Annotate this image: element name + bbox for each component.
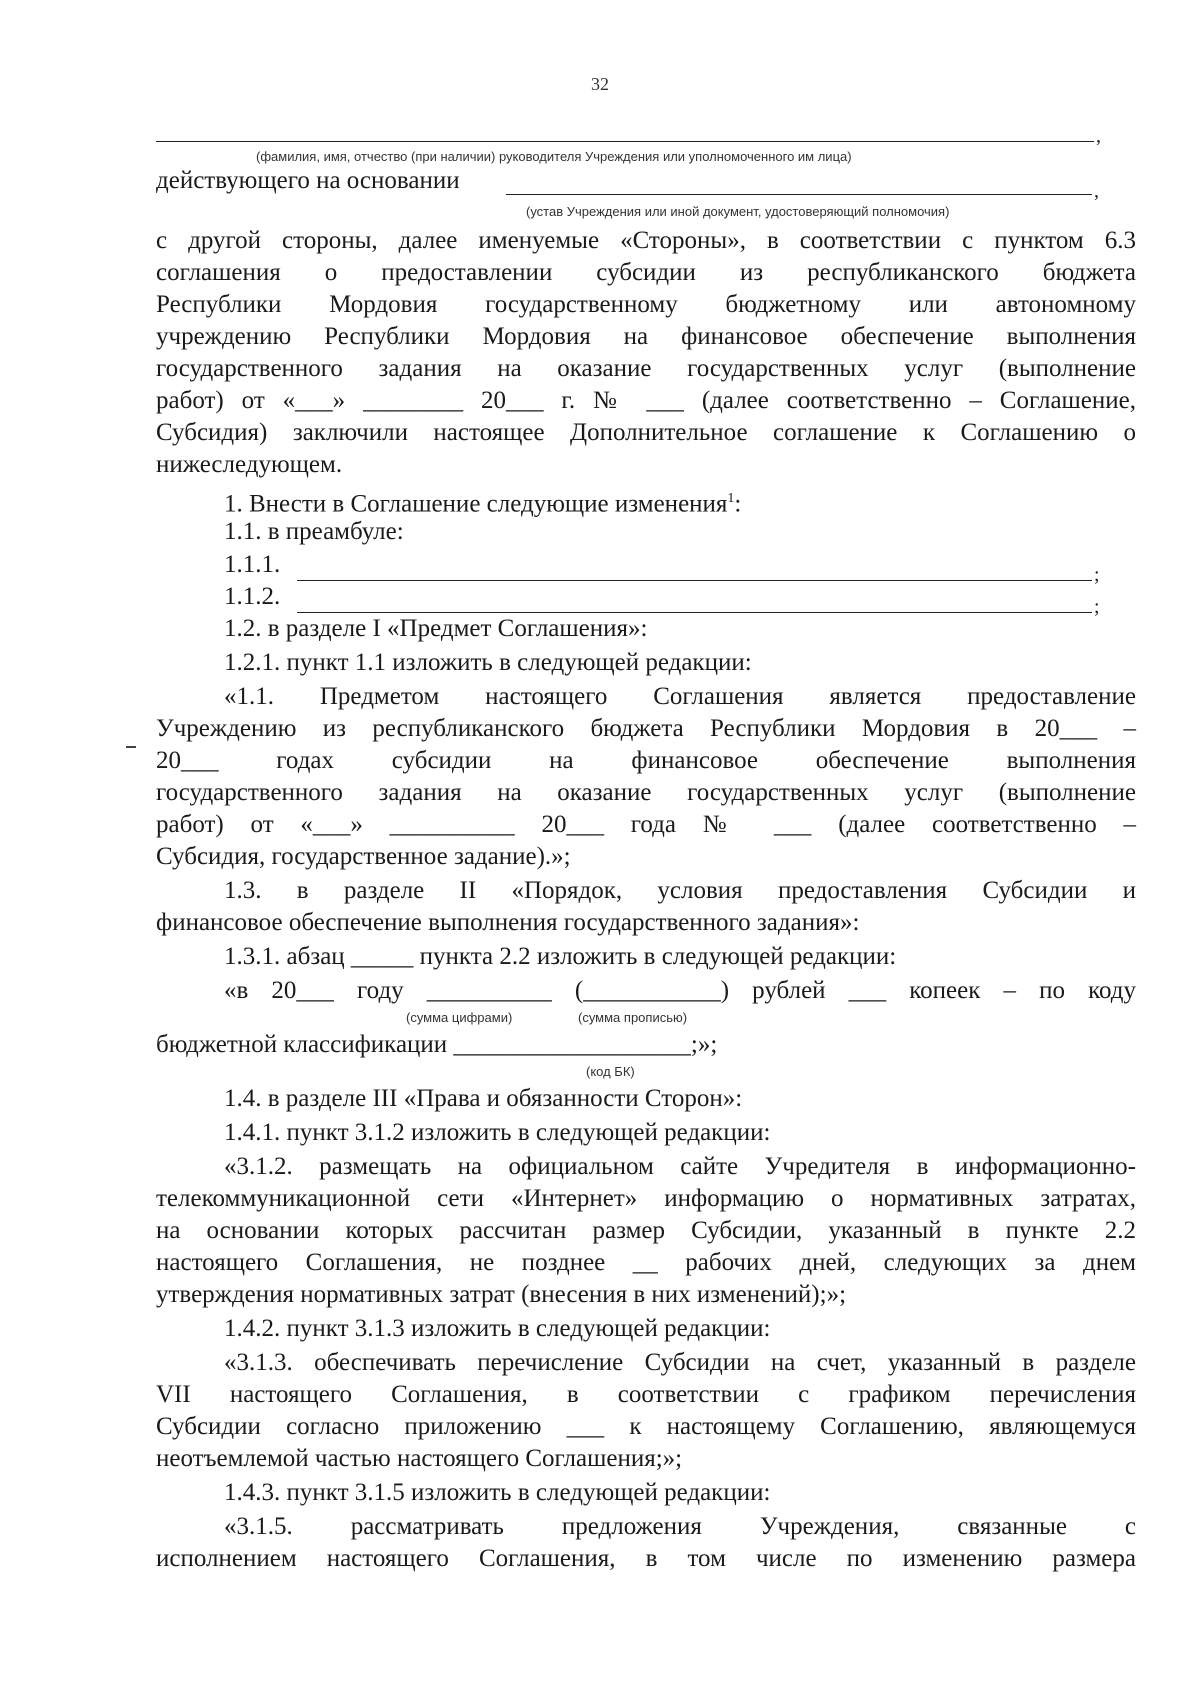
basis-comma: , (1094, 180, 1099, 202)
head-fill-line (156, 141, 1094, 142)
body-line: с другой стороны, далее именуемые «Стороны», в соответствии с пунктом 6.3 (156, 227, 1136, 254)
body-line: VII настоящего Соглашения, в соответствии с графиком перечисления (156, 1381, 1136, 1408)
item-111-semicolon: ; (1094, 564, 1100, 586)
body-line: 1.4.1. пункт 3.1.2 изложить в следующей редакции: (224, 1119, 771, 1146)
body-line: Субсидия) заключили настоящее Дополнительное соглашение к Соглашению о (156, 419, 1136, 446)
body-line: «3.1.3. обеспечивать перечисление Субсидии на счет, указанный в разделе (224, 1349, 1136, 1376)
body-line: телекоммуникационной сети «Интернет» информацию о нормативных затратах, (156, 1185, 1136, 1212)
body-line: утверждения нормативных затрат (внесения в них изменений);»; (156, 1281, 847, 1308)
caption-head: (фамилия, имя, отчество (при наличии) руководителя Учреждения или уполномоченного им лица) (256, 149, 852, 164)
body-line: настоящего Соглашения, не позднее __ рабочих дней, следующих за днем (156, 1249, 1136, 1276)
caption-bk-code: (код БК) (586, 1064, 635, 1079)
body-line: 1.2.1. пункт 1.1 изложить в следующей редакции: (224, 649, 752, 676)
page-number: 32 (591, 74, 609, 94)
item-111-fill-line (297, 580, 1092, 581)
body-line: работ) от «___» __________ 20___ года № ___ (далее соответственно – (156, 811, 1136, 838)
body-line: финансовое обеспечение выполнения государственного задания»: (156, 909, 860, 936)
body-line: государственного задания на оказание государственных услуг (выполнение (156, 779, 1136, 806)
caption-basis: (устав Учреждения или иной документ, удостоверяющий полномочия) (526, 204, 950, 219)
body-line: «1.1. Предметом настоящего Соглашения является предоставление (224, 683, 1136, 710)
body-line: Субсидии согласно приложению ___ к настоящему Соглашению, являющемуся (156, 1413, 1136, 1440)
body-line: 1.2. в разделе I «Предмет Соглашения»: (224, 615, 648, 642)
body-line: государственного задания на оказание государственных услуг (выполнение (156, 355, 1136, 382)
body-line: Учреждению из республиканского бюджета Республики Мордовия в 20___ – (156, 715, 1136, 742)
body-line: 1.3. в разделе II «Порядок, условия предоставления Субсидии и (224, 877, 1136, 904)
body-line: Республики Мордовия государственному бюджетному или автономному (156, 291, 1136, 318)
footnote-mark: 1 (727, 491, 735, 506)
body-line: соглашения о предоставлении субсидии из республиканского бюджета (156, 259, 1136, 286)
item-112-semicolon: ; (1094, 596, 1100, 618)
body-line: 1.4. в разделе III «Права и обязанности Сторон»: (224, 1085, 743, 1112)
body-line: 1.1. в преамбуле: (224, 518, 404, 545)
head-comma: , (1096, 125, 1101, 147)
body-line: на основании которых рассчитан размер Субсидии, указанный в пункте 2.2 (156, 1217, 1136, 1244)
body-line: учреждению Республики Мордовия на финансовое обеспечение выполнения (156, 323, 1136, 350)
body-line: нижеследующем. (156, 451, 343, 478)
body-line: неотъемлемой частью настоящего Соглашения;»; (156, 1445, 683, 1472)
body-line: бюджетной классификации ___________________;»; (156, 1031, 718, 1058)
body-line: 1.3.1. абзац _____ пункта 2.2 изложить в следующей редакции: (224, 943, 897, 970)
item-111-label: 1.1.1. (224, 551, 281, 578)
body-line: 1.4.2. пункт 3.1.3 изложить в следующей редакции: (224, 1315, 771, 1342)
body-line: «в 20___ году __________ (___________) рублей ___ копеек – по коду (224, 977, 1136, 1004)
item-112-fill-line (297, 612, 1092, 613)
body-line: работ) от «___» ________ 20___ г. № ___ (далее соответственно – Соглашение, (156, 387, 1136, 414)
body-line: «3.1.5. рассматривать предложения Учреждения, связанные с (224, 1513, 1136, 1540)
item-1-line (224, 484, 741, 519)
item-1-text: 1. Внести в Соглашение следующие изменения (224, 490, 728, 518)
body-line: «3.1.2. размещать на официальном сайте Учредителя в информационно- (224, 1153, 1136, 1180)
basis-label: действующего на основании (156, 167, 460, 194)
item-1-colon: : (734, 490, 742, 518)
body-line: исполнением настоящего Соглашения, в том числе по изменению размера (156, 1545, 1136, 1572)
body-line: Субсидия, государственное задание).»; (156, 843, 571, 870)
caption-sum-words: (сумма прописью) (578, 1010, 688, 1025)
body-line: 1.4.3. пункт 3.1.5 изложить в следующей редакции: (224, 1479, 771, 1506)
basis-fill-line (506, 194, 1092, 195)
scan-mark (126, 746, 136, 748)
item-112-label: 1.1.2. (224, 583, 281, 610)
body-line: 20___ годах субсидии на финансовое обеспечение выполнения (156, 747, 1136, 774)
caption-sum-digits: (сумма цифрами) (406, 1010, 513, 1025)
